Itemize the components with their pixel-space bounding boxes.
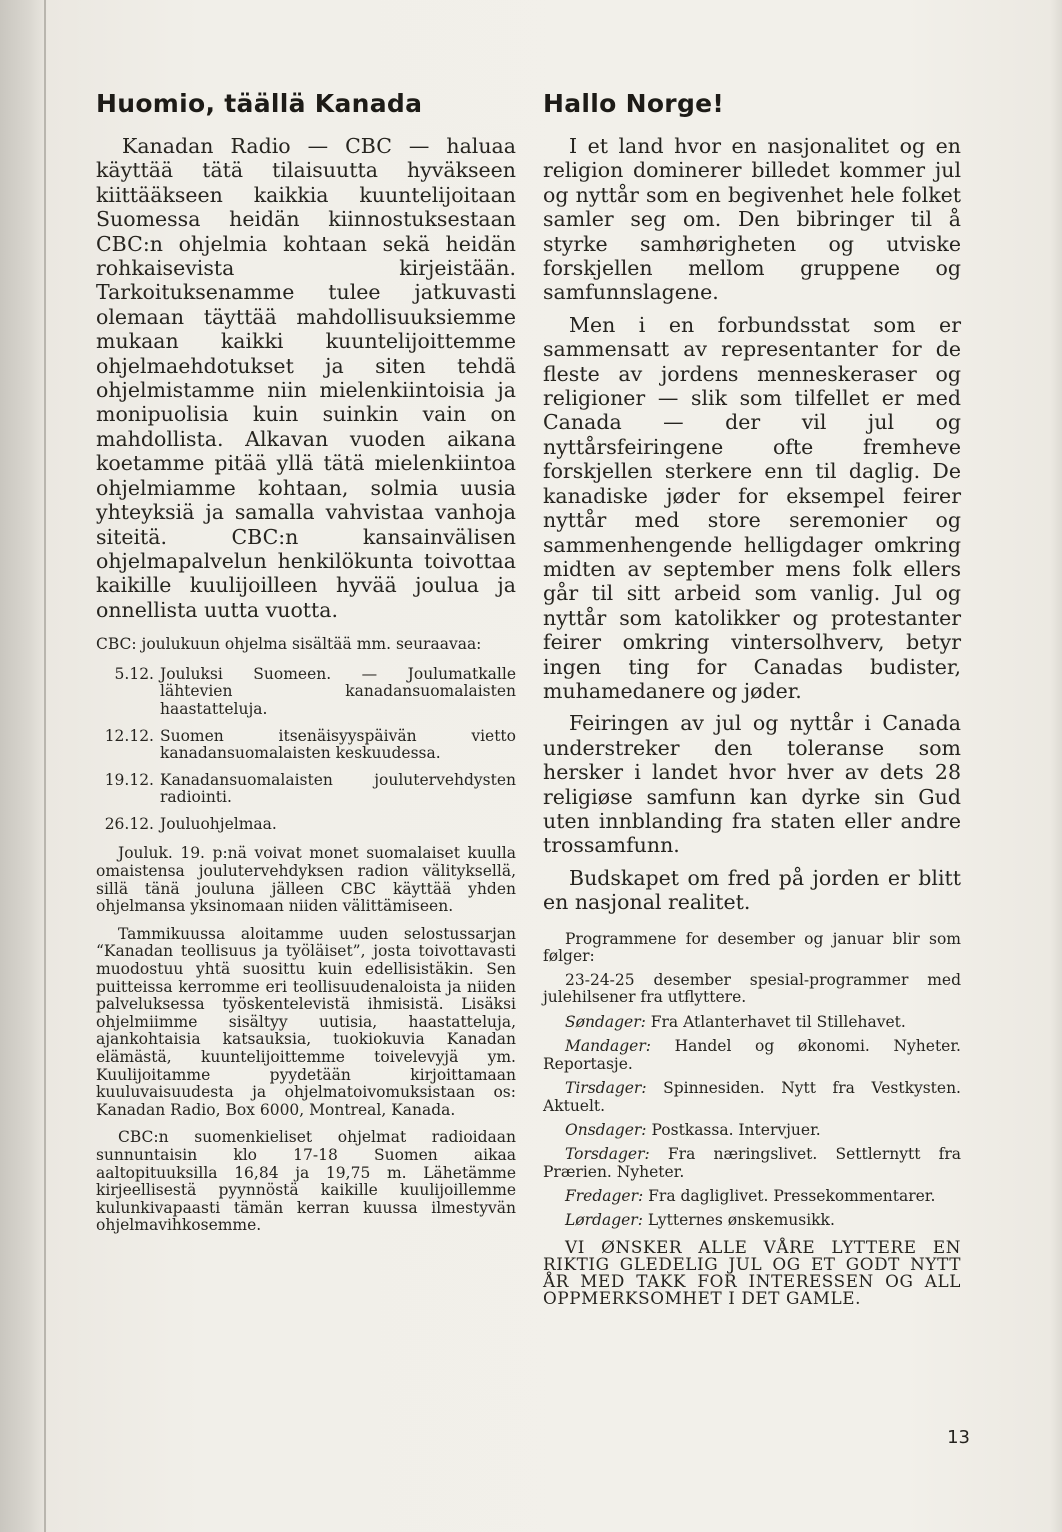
program-date: 12.12.	[104, 726, 154, 745]
norwegian-title: Hallo Norge!	[543, 89, 725, 118]
schedule-text: Postkassa. Intervjuer.	[651, 1120, 821, 1139]
program-item	[96, 772, 516, 807]
schedule-day: Søndager:	[565, 1012, 646, 1031]
norwegian-paragraph-1: I et land hvor en nasjonalitet og en religion dominerer billedet kommer jul og nyttår som en begivenhet hele folket samler seg om. Den bibringer til å styrke samhørigheten og utviske forskjellen mellom gruppene og samfunnslagene.	[543, 134, 961, 305]
schedule-text: Lytternes ønskemusikk.	[647, 1210, 835, 1229]
page-number: 13	[947, 1427, 970, 1448]
program-text: Jouluksi Suomeen. — Joulumatkalle lähtevien kanadansuomalaisten haastatteluja.	[160, 664, 516, 718]
program-item	[96, 728, 516, 763]
schedule-item	[543, 1211, 961, 1229]
program-item	[96, 816, 516, 834]
program-date: 19.12.	[104, 770, 154, 789]
norwegian-paragraph-2: Men i en forbundsstat som er sammensatt av representanter for de fleste av jordens menneskeraser og religioner — slik som tilfellet er med Canada — der vil jul og nyttårsfeiringene ofte fremheve forskjellen sterkere enn til daglig. De kanadiske jøder for eksempel feirer nyttår med store seremonier og sammenhengende helligdager omkring midten av september mens folk ellers går til sitt arbeid som vanlig. Jul og nyttår som katolikker og protestanter feirer omkring vintersolhverv, betyr ingen ting for Canadas budister, muhamedanere og jøder.	[543, 312, 961, 703]
christmas-greeting-paragraph: Jouluk. 19. p:nä voivat monet suomalaiset kuulla omaistensa joulutervehdyksen radion välityksellä, sillä tänä jouluna jälleen CBC käyttää yhden ohjelmansa yksinomaan niiden välittämiseen.	[96, 844, 516, 916]
program-date: 26.12.	[104, 814, 154, 833]
december-program: 23-24-25 desember spesial-programmer med julehilsener fra utflyttere.	[543, 970, 961, 1007]
schedule-text: Fra dagliglivet. Pressekommentarer.	[648, 1186, 936, 1205]
program-item	[96, 666, 516, 719]
schedule-day: Onsdager:	[565, 1120, 647, 1139]
broadcast-info-paragraph: CBC:n suomenkieliset ohjelmat radioidaan sunnuntaisin klo 17-18 Suomen aikaa aaltopituuksilla 16,84 ja 19,75 m. Lähetämme kirjeellisestä pyynnöstä kaikille kuulijoillemme kulunkivapaasti tämän kerran kuussa ilmestyvän ohjelmavihkosemme.	[96, 1128, 516, 1235]
finnish-intro-paragraph: Kanadan Radio — CBC — haluaa käyttää tätä tilaisuutta hyväkseen kiittääkseen kaikkia kuuntelijoitaan Suomessa heidän kiinnostuksestaan CBC:n ohjelmia kohtaan sekä heidän rohkaisevista kirjeistään. Tarkoituksenamme tulee jatkuvasti olemaan täyttää mahdollisuuksiemme mukaan kaikki kuuntelijoittemme ohjelmaehdotukset ja siten tehdä ohjelmistamme niin mielenkiintoisia ja monipuolisia kuin suinkin vain on mahdollista. Alkavan vuoden aikana koetamme pitää yllä tätä mielenkiintoa ohjelmiamme kohtaan, solmia uusia yhteyksiä ja samalla vahvistaa vanhoja siteitä. CBC:n kansainvälisen ohjelmapalvelun henkilökunta toivottaa kaikille kuulijoilleen hyvää joulua ja onnellista uutta vuotta.	[96, 134, 516, 622]
schedule-item	[543, 1187, 961, 1205]
schedule-day: Lørdager:	[565, 1210, 643, 1229]
closing-greeting: VI ØNSKER ALLE VÅRE LYTTERE EN RIKTIG GLEDELIG JUL OG ET GODT NYTT ÅR MED TAKK FOR INTERESSEN OG ALL OPPMERKSOMHET I DET GAMLE.	[543, 1236, 961, 1308]
schedule-item	[543, 1013, 961, 1031]
finnish-column	[96, 86, 516, 1245]
norwegian-column	[543, 86, 961, 1307]
program-text: Kanadansuomalaisten joulutervehdysten radiointi.	[160, 770, 516, 807]
schedule-day: Fredager:	[565, 1186, 644, 1205]
program-text: Suomen itsenäisyyspäivän vietto kanadansuomalaisten keskuudessa.	[160, 726, 516, 763]
program-text: Jouluohjelmaa.	[160, 814, 277, 833]
schedule-item	[543, 1079, 961, 1115]
schedule-day: Torsdager:	[565, 1144, 650, 1163]
schedule-text: Spinnesiden. Nytt fra Vestkysten. Aktuelt.	[543, 1078, 961, 1115]
finnish-title: Huomio, täällä Kanada	[96, 89, 423, 118]
schedule-day: Mandager:	[565, 1036, 651, 1055]
norwegian-paragraph-3: Feiringen av jul og nyttår i Canada understreker den toleranse som hersker i landet hvor hver av dets 28 religiøse samfunn kan dyrke sin Gud uten innblanding fra staten eller andre trossamfunn.	[543, 711, 961, 858]
schedule-item	[543, 1145, 961, 1181]
schedule-text: Fra næringslivet. Settlernytt fra Prærien. Nyheter.	[543, 1144, 961, 1181]
norwegian-program-intro: Programmene for desember og januar blir som følger:	[543, 929, 961, 966]
schedule-item	[543, 1037, 961, 1073]
norwegian-paragraph-4: Budskapet om fred på jorden er blitt en nasjonal realitet.	[543, 865, 961, 915]
program-date: 5.12.	[114, 664, 154, 683]
program-heading: CBC: joulukuun ohjelma sisältää mm. seuraavaa:	[96, 635, 482, 654]
schedule-text: Handel og økonomi. Nyheter. Reportasje.	[543, 1036, 961, 1073]
schedule-text: Fra Atlanterhavet til Stillehavet.	[650, 1012, 906, 1031]
january-series-paragraph: Tammikuussa aloitamme uuden selostussarjan “Kanadan teollisuus ja työläiset”, josta toivottavasti muodostuu yhtä suosittu kuin edellisistäkin. Sen puitteissa kerromme eri teollisuudenaloista ja niiden palveluksessa työskentelevistä ihmisistä. Lisäksi ohjelmiimme sisältyy uutisia, haastatteluja, ajankohtaisia katsauksia, tuokiokuvia Kanadan elämästä, kuuntelijoittemme toivelevyjä ym. Kuulijoitamme pyydetään kirjoittamaan kuuluvaisuudesta ja ohjelmatoivomuksistaan os: Kanadan Radio, Box 6000, Montreal, Kanada.	[96, 924, 516, 1119]
page-fold-line	[44, 0, 46, 1532]
schedule-item	[543, 1121, 961, 1139]
schedule-day: Tirsdager:	[565, 1078, 647, 1097]
